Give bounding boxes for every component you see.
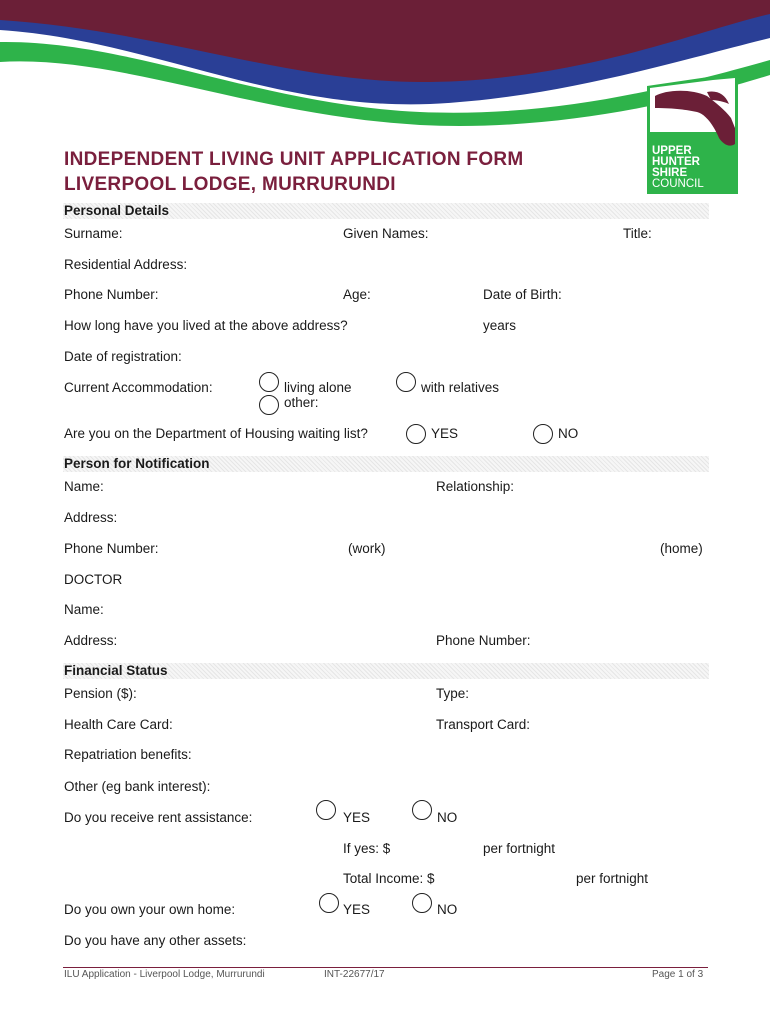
current-accommodation-label: Current Accommodation:	[64, 380, 213, 395]
own-home-yes-radio[interactable]	[319, 893, 339, 913]
phone-number-label: Phone Number:	[64, 287, 159, 302]
per-fortnight-label: per fortnight	[483, 841, 556, 856]
council-logo	[645, 74, 740, 194]
footer-divider	[63, 967, 708, 968]
pension-type-label: Type:	[436, 686, 470, 701]
logo-line-1: UPPER	[652, 145, 692, 157]
date-registration-label: Date of registration:	[64, 349, 182, 364]
how-long-label: How long have you lived at the above address?	[64, 318, 348, 333]
logo-line-2: HUNTER	[652, 156, 700, 168]
section-person-for-notification: Person for Notification	[63, 456, 709, 472]
footer-document-name: ILU Application - Liverpool Lodge, Murrurundi	[64, 969, 265, 980]
own-home-no-label: NO	[437, 902, 458, 917]
years-label: years	[483, 318, 517, 333]
title-label: Title:	[623, 226, 652, 241]
housing-yes-radio[interactable]	[406, 424, 426, 444]
work-label: (work)	[348, 541, 386, 556]
living-alone-radio[interactable]	[259, 372, 279, 392]
logo-line-4: COUNCIL	[652, 178, 704, 190]
rent-no-radio[interactable]	[412, 800, 432, 820]
total-income-label: Total Income: $	[343, 871, 435, 886]
date-of-birth-label: Date of Birth:	[483, 287, 562, 302]
housing-waiting-list-label: Are you on the Department of Housing waiting list?	[64, 426, 368, 441]
rent-assistance-label: Do you receive rent assistance:	[64, 810, 253, 825]
residential-address-label: Residential Address:	[64, 257, 188, 272]
notify-address-label: Address:	[64, 510, 118, 525]
notify-phone-label: Phone Number:	[64, 541, 159, 556]
footer-reference: INT-22677/17	[324, 969, 385, 980]
repatriation-label: Repatriation benefits:	[64, 747, 192, 762]
form-title: INDEPENDENT LIVING UNIT APPLICATION FORM	[64, 149, 524, 170]
logo-line-3: SHIRE	[652, 167, 688, 179]
other-accommodation-radio[interactable]	[259, 395, 279, 415]
with-relatives-label: with relatives	[421, 380, 500, 395]
surname-label: Surname:	[64, 226, 123, 241]
if-yes-label: If yes: $	[343, 841, 391, 856]
transport-card-label: Transport Card:	[436, 717, 531, 732]
doctor-heading: DOCTOR	[64, 572, 123, 587]
housing-no-radio[interactable]	[533, 424, 553, 444]
given-names-label: Given Names:	[343, 226, 429, 241]
own-home-yes-label: YES	[343, 902, 371, 917]
horse-emblem	[645, 74, 740, 194]
notify-name-label: Name:	[64, 479, 104, 494]
rent-yes-radio[interactable]	[316, 800, 336, 820]
age-label: Age:	[343, 287, 371, 302]
with-relatives-radio[interactable]	[396, 372, 416, 392]
form-subtitle: LIVERPOOL LODGE, MURRURUNDI	[64, 174, 396, 195]
section-financial-status: Financial Status	[63, 663, 709, 679]
doctor-address-label: Address:	[64, 633, 118, 648]
pension-label: Pension ($):	[64, 686, 137, 701]
relationship-label: Relationship:	[436, 479, 515, 494]
housing-yes-label: YES	[431, 426, 459, 441]
rent-no-label: NO	[437, 810, 458, 825]
own-home-no-radio[interactable]	[412, 893, 432, 913]
rent-yes-label: YES	[343, 810, 371, 825]
section-personal-details: Personal Details	[63, 203, 709, 219]
doctor-name-label: Name:	[64, 602, 104, 617]
health-care-card-label: Health Care Card:	[64, 717, 173, 732]
living-alone-label: living alone	[284, 380, 352, 395]
home-label: (home)	[660, 541, 703, 556]
other-income-label: Other (eg bank interest):	[64, 779, 211, 794]
own-home-label: Do you own your own home:	[64, 902, 236, 917]
footer-page-number: Page 1 of 3	[652, 969, 704, 980]
housing-no-label: NO	[558, 426, 579, 441]
other-assets-label: Do you have any other assets:	[64, 933, 247, 948]
total-per-fortnight-label: per fortnight	[576, 871, 649, 886]
other-accommodation-label: other:	[284, 395, 319, 410]
doctor-phone-label: Phone Number:	[436, 633, 531, 648]
